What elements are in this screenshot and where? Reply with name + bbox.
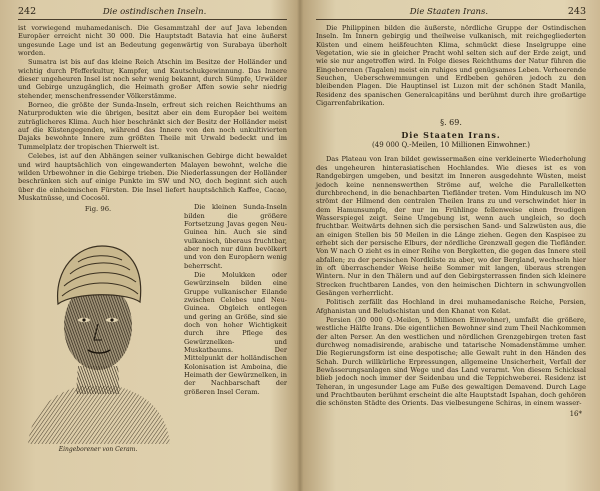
paragraph: ist vorwiegend muhamedanisch. Die Gesammtzahl der auf Java lebenden Europäer erreicht nicht 30 000. Die Hauptstadt Batavia hat eine äußerst ungesunde Lage und ist an Bedeutung gegenwärtig von Surabaya überholt worden. [18, 24, 287, 58]
section-title: Die Staaten Irans. [401, 129, 501, 140]
paragraph: Sumatra ist bis auf das kleine Reich Atschin im Besitze der Holländer und wichtig durch Pfefferkultur, Kampfer, und Kautschukgewinnung. Das Innere dieser ungeheuren Insel ist noch sehr wenig bekannt, durch Sümpfe, Urwälder und Gebirge unzugänglich, die Heimath großer Affen sowie sehr niedrig stehender, menschenfressender Völkerstämme. [18, 58, 287, 100]
left-page-body [18, 24, 287, 453]
paragraph: Borneo, die größte der Sunda-Inseln, erfreut sich reichen Reichthums an Naturprodukten wie die übrigen, besitzt aber ein dem Europäer bei weitem zuträglicheres Klima. Auch hier beschränkt sich der Besitz der Holländer meist auf die Küstengegenden, während das Innere von den noch unkultivierten Dajaks bewohnte Innere zum größten Theile mit Urwald bedeckt und im Tummelplatz der tropischen Thierwelt ist. [18, 101, 287, 151]
paragraph: Politisch zerfällt das Hochland in drei muhamedanische Reiche, Persien, Afghanistan und Beludschistan und den Khanat von Kelat. [316, 298, 586, 315]
paragraph: Das Plateau von Iran bildet gewissermaßen eine verkleinerte Wiederholung des ungeheuren hinterasiatischen Hochlandes. Wie dieses ist es von Randgebirgen umgeben, und besitzt im Inneren ausgedehnte Wüsten, meist jedoch keine nennenswerthen Ströme auf, welche die Parallelketten durchbrechend, in die benachbarten Tiefländer treten. Vom Hindukusch im NO strömt der Hilmend den centralen Theilen Irans zu und verschwindet hier in dem Hamunsumpfe, der nur im Frühlinge fellenweise einen freudigen Wasserspiegel zeigt. Seine Umgebung ist, wenn auch ungleich, so doch fruchtbar. Weitwärts dehnen sich die persischen Sand- und Salzwüsten aus, die an einigen Stellen bis 50 Meilen in die Länge ziehen. Gegen den Kaspisee zu erhebt sich der persische Elburs, der nördliche Grenzwall gegen die Tiefländer. Von W nach O zieht es in einer Reihe von Bergketten, die gegen das Innere steil abfallen; zu der persischen Nordküste zu aber, wo der Bergland, wechseln hier in oft überraschender Weise heiße Sommer mit langen, überaus strengen Wintern. Nur in den Thälern und auf den Gebirgsterrassen finden sich kleinere Strecken fruchtbaren Landes, von den heimischen Dichtern in schwungvollen Gesängen verherrlicht. [316, 155, 586, 297]
left-running-title: Die ostindischen Inseln. [102, 7, 207, 17]
right-page-number: 243 [567, 6, 586, 17]
figure-number: Fig. 96. [84, 205, 112, 214]
right-running-title: Die Staaten Irans. [409, 7, 489, 17]
right-page [306, 6, 592, 486]
signature-mark: 16* [569, 409, 582, 418]
figure [18, 205, 178, 455]
paragraph: Die kleinen Sunda-Inseln bilden die größere Fortsetzung Javas gegen Neu-Guinea hin. Auch sie sind vulkanisch, überaus fruchtbar, aber noch nur dünn bevölkert und von den Europäern wenig beherrscht. [184, 203, 287, 270]
left-page [8, 6, 293, 486]
section-subtitle: (49 000 Q.-Meilen, 10 Millionen Einwohner.) [372, 141, 530, 150]
right-page-header [316, 6, 586, 20]
paragraph: Celebes, ist auf den Abhängen seiner vulkanischen Gebirge dicht bewaldet und wird hauptsächlich von eingewanderten Malayen bewohnt, welche die wilden Urbewohner in die Gebirge trieben. Die Niederlassungen der Holländer beschränken sich auf einige Punkte im SW und NO, doch beginnt sich auch über die einheimischen Fürsten. Die Insel liefert hauptsächlich Kaffee, Cacao, Muskatnüsse, und Cocosöl. [18, 152, 287, 202]
figure-caption: Eingeborener von Ceram. [58, 445, 138, 453]
paragraph: Die Molukken oder Gewürzinseln bilden eine Gruppe vulkanischer Eilande zwischen Celebes und Neu-Guinea. Obgleich entlegen und gering an Größe, sind sie doch von hoher Wichtigkeit durch ihre Pflege des Gewürznelken- und Muskatbaums. Der Mittelpunkt der holländischen Kolonisation ist Amboina, die Heimath der Gewürznelken, in der Nachbarschaft der größeren Insel Ceram. [184, 270, 287, 396]
left-page-header [18, 6, 287, 20]
right-page-body [316, 24, 586, 418]
section-number: §. 69. [440, 118, 462, 128]
portrait-engraving [18, 216, 178, 444]
paragraph: Die Philippinen bilden die äußerste, nördliche Gruppe der Ostindischen Inseln. Im Innern gebirgig und theilweise vulkanisch, mit reichgegliederten Küsten und einem heißfeuchten Klima, schmückt diese Inselgruppe eine Vegetation, wie sie in gleicher Pracht wohl selten sich auf der Erde zeigt, und wie sie nur angetroffen wird. In Folge dieses Reichthums der Natur führen die Eingeborenen (Tagalen) meist ein ruhiges und genügsames Leben. Verheerende Seuchen, Ueberschwemmungen und Erdbeben gehören jedoch zu den bleibenden Plagen. Die Hauptinsel ist Luzon mit der schönen Stadt Manila, Residenz des spanischen Generalcapitäns und berühmt durch ihre großartige Cigarrenfabrikation. [316, 24, 586, 108]
left-page-number: 242 [18, 6, 37, 17]
paragraph: Persien (30 000 Q.-Meilen, 5 Millionen Einwohner), umfaßt die größere, westliche Hälfte Irans. Die eigentlichen Bewohner sind zum Theil Nachkommen der alten Perser. An den westlichen und nördlichen Grenzgebirgen treten fast durchweg nomadisirende, arabische und tatarische Nomadenstämme umher. Die Regierungsform ist eine despotische; alle Gewalt ruht in den Händen des Schah. Durch willkürliche Erpressungen, allgemeine Unsicherheit, Verfall der Bewässerungsanlagen sind Wege und das Land verarmt. Von diesem Schicksal blieb jedoch noch immer der Seidenbau und die Teppichweberei. Residenz ist Teheran, in ungesunder Lage am Fuße des gewaltigen Demavend. Durch Lage und Prachtbauten berühmt erscheint die alte Hauptstadt Ispahan, doch gehören die schönsten Städte des Orients. Das vielbesungene Schiras, in einem wasser- [316, 316, 586, 408]
